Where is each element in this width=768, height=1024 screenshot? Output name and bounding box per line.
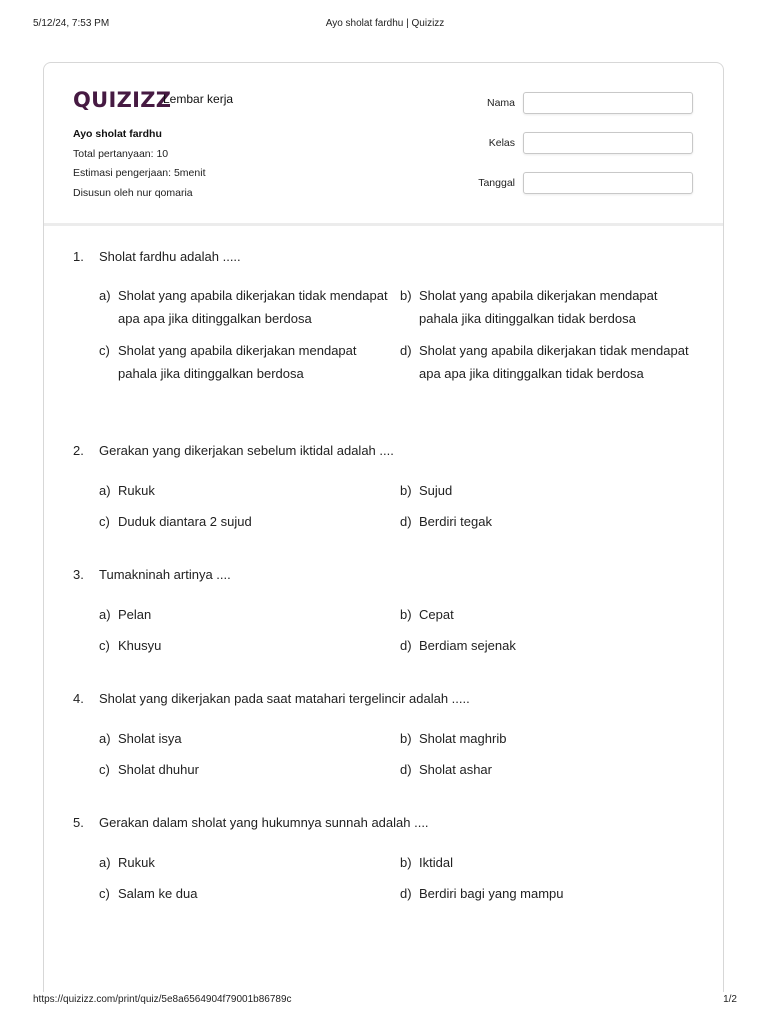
option-letter: c) <box>99 514 110 529</box>
estimated-time: Estimasi pengerjaan: 5menit <box>73 167 206 179</box>
quiz-meta <box>73 125 206 203</box>
print-page-number: 1/2 <box>723 994 737 1005</box>
option-text: Rukuk <box>118 483 155 498</box>
option-letter: a) <box>99 731 111 746</box>
question-number: 2. <box>73 443 84 458</box>
option-text: Sholat yang apabila dikerjakan tidak mendapat apa apa jika ditinggalkan tidak berdosa <box>419 343 689 381</box>
print-footer <box>33 994 737 1008</box>
option-text: Salam ke dua <box>118 886 198 901</box>
option-text: Sholat isya <box>118 731 182 746</box>
option-letter: b) <box>400 855 412 870</box>
date-label: Tanggal <box>478 177 515 189</box>
worksheet-card <box>43 62 724 992</box>
print-header <box>33 18 737 32</box>
option-text: Pelan <box>118 607 152 622</box>
question-text: Gerakan yang dikerjakan sebelum iktidal adalah .... <box>99 443 394 458</box>
name-field <box>483 92 693 116</box>
option-letter: a) <box>99 855 111 870</box>
total-questions: Total pertanyaan: 10 <box>73 147 169 160</box>
question-number: 5. <box>73 815 84 830</box>
option-text: Sholat yang apabila dikerjakan mendapat pahala jika ditinggalkan tidak berdosa <box>419 288 658 326</box>
option-text: Sujud <box>419 483 453 498</box>
class-field <box>483 132 693 156</box>
quiz-author: Disusun oleh nur qomaria <box>73 186 193 199</box>
option-letter: b) <box>400 483 412 498</box>
worksheet-label: Lembar kerja <box>163 92 234 106</box>
name-label: Nama <box>486 97 515 109</box>
print-datetime: 5/12/24, 7:53 PM <box>33 18 110 29</box>
option-letter: a) <box>99 288 111 303</box>
question-text: Gerakan dalam sholat yang hukumnya sunnah adalah .... <box>99 815 429 830</box>
option-text: Khusyu <box>118 638 162 653</box>
option-letter: c) <box>99 343 110 358</box>
date-input[interactable] <box>523 172 693 194</box>
option-letter: b) <box>400 288 412 303</box>
option-text: Sholat yang apabila dikerjakan tidak mendapat apa apa jika ditinggalkan berdosa <box>118 288 388 326</box>
question-text: Sholat yang dikerjakan pada saat matahari tergelincir adalah ..... <box>99 691 470 706</box>
option-letter: b) <box>400 607 412 622</box>
option-letter: c) <box>99 638 110 653</box>
option-text: Rukuk <box>118 855 155 870</box>
worksheet-header <box>44 63 723 226</box>
option-text: Berdiri tegak <box>419 514 492 529</box>
option-text: Sholat maghrib <box>419 731 507 746</box>
quizizz-logo-icon <box>73 87 172 112</box>
option-text: Cepat <box>419 607 454 622</box>
option-letter: d) <box>400 886 412 901</box>
option-letter: d) <box>400 343 412 358</box>
brand-row <box>73 85 233 113</box>
option-letter: a) <box>99 483 111 498</box>
option-letter: d) <box>400 638 412 653</box>
option-letter: c) <box>99 886 110 901</box>
option-text: Iktidal <box>419 855 453 870</box>
option-text: Sholat dhuhur <box>118 762 199 777</box>
class-label: Kelas <box>488 137 515 149</box>
quizizz-logo <box>73 87 172 112</box>
class-input[interactable] <box>523 132 693 154</box>
option-letter: a) <box>99 607 111 622</box>
option-letter: d) <box>400 514 412 529</box>
question-text: Tumakninah artinya .... <box>99 567 231 582</box>
option-letter: b) <box>400 731 412 746</box>
option-text: Berdiam sejenak <box>419 638 516 653</box>
option-letter: d) <box>400 762 412 777</box>
quiz-title: Ayo sholat fardhu <box>73 128 162 140</box>
option-text: Sholat ashar <box>419 762 492 777</box>
question-number: 4. <box>73 691 84 706</box>
option-letter: c) <box>99 762 110 777</box>
option-text: Berdiri bagi yang mampu <box>419 886 564 901</box>
print-page-title: Ayo sholat fardhu | Quizizz <box>325 18 445 29</box>
question-number: 3. <box>73 567 84 582</box>
question-text: Sholat fardhu adalah ..... <box>99 249 241 264</box>
option-text: Duduk diantara 2 sujud <box>118 514 252 529</box>
svg-text:QUIZIZZ: QUIZIZZ <box>73 88 172 112</box>
option-text: Sholat yang apabila dikerjakan mendapat pahala jika ditinggalkan berdosa <box>118 343 357 381</box>
date-field <box>478 172 693 196</box>
name-input[interactable] <box>523 92 693 114</box>
question-number: 1. <box>73 249 84 264</box>
print-url: https://quizizz.com/print/quiz/5e8a6564904f79001b86789c <box>33 994 292 1005</box>
